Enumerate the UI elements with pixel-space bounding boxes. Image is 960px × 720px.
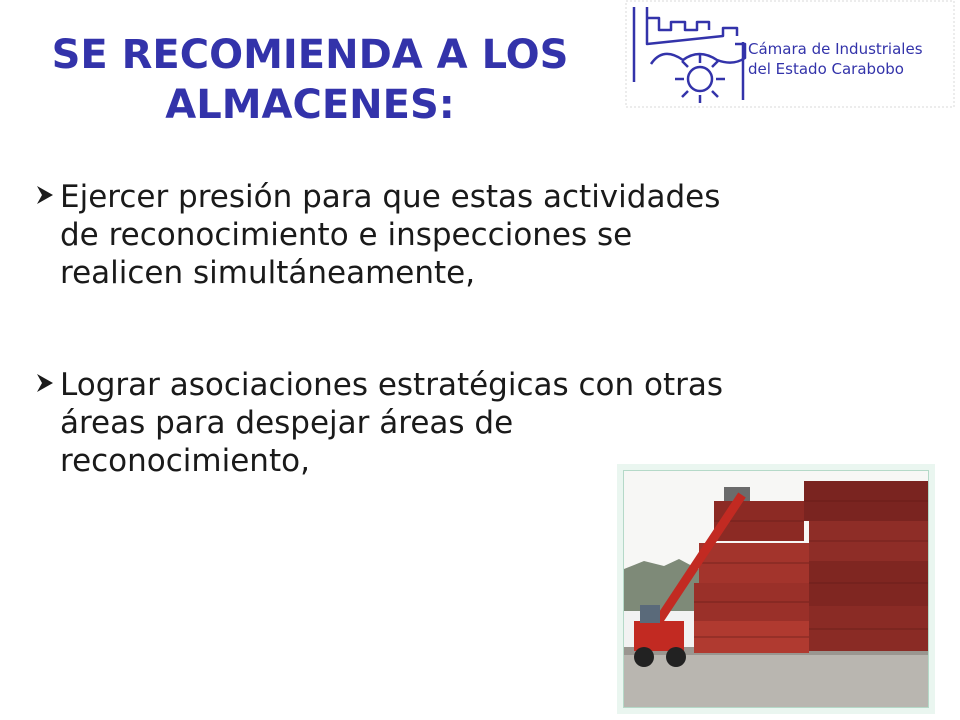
arrow-bullet-icon [30, 366, 60, 394]
slide-title-line-1: SE RECOMIENDA A LOS [51, 32, 569, 78]
bullet-list [30, 178, 880, 480]
bullet-text [60, 178, 880, 292]
bullet-line: de reconocimiento e inspecciones se [60, 217, 633, 253]
bullet-line: reconocimiento, [60, 443, 310, 479]
bullet-line: realicen simultáneamente, [60, 255, 476, 291]
bullet-item [30, 366, 880, 480]
slide-title-line-2: ALMACENES: [165, 82, 455, 128]
bullet-item [30, 178, 880, 292]
container-yard-photo [623, 470, 929, 708]
arrow-bullet-icon [30, 178, 60, 206]
slide-title [0, 30, 620, 130]
bullet-line: áreas para despejar áreas de [60, 405, 514, 441]
container-yard-illustration [624, 471, 928, 707]
logo-text-line-1: Cámara de Industriales [748, 40, 923, 58]
bullet-text [60, 366, 880, 480]
bullet-line: Lograr asociaciones estratégicas con otras [60, 367, 724, 403]
bullet-line: Ejercer presión para que estas actividades [60, 179, 721, 215]
logo-text-line-2: del Estado Carabobo [748, 60, 904, 78]
